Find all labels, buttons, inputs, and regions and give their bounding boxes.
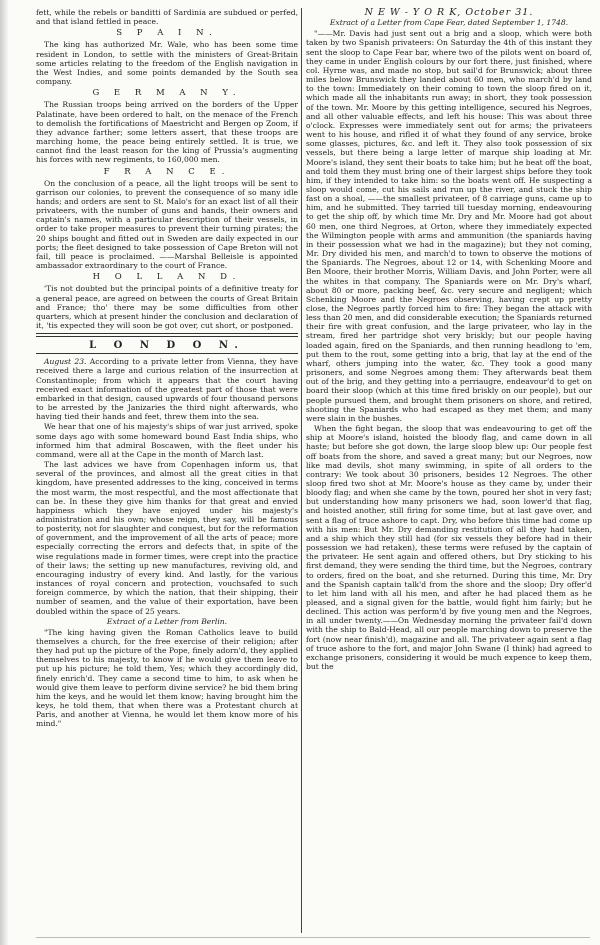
page-fold-shadow <box>0 0 8 945</box>
extract-title-berlin: Extract of a Letter from Berlin. <box>106 616 228 626</box>
section-heading: F R A N C E. <box>103 166 231 177</box>
section-germany <box>36 89 298 164</box>
section-heading: G E R M A N Y. <box>92 88 242 99</box>
section-spain <box>36 29 298 86</box>
intro-paragraph: fett, while the rebels or banditti of Sardinia are subdued or perfed, and that island fettled in peace. <box>36 8 298 27</box>
bottom-rule <box>36 937 590 938</box>
section-divider <box>36 333 298 337</box>
heading-rule <box>36 353 298 354</box>
section-paragraph: The Russian troops being arrived on the borders of the Upper Palatinate, have been ordered to halt, on the menace of the French to demolish the fortifications of Maestricht and Bergen op Zoom, if they advance farther; some letters assert, that these troops are marching home, the peace being entirely settled. It is true, we cannot find the least reason for the king of Prussia's augmenting his forces with new regiments, to 160,000 men. <box>36 100 298 165</box>
section-paragraph: The king has authorized Mr. Wale, who has been some time resident in London, to settle with the ministers of Great-Britain some articles relating to the freedom of the English navigation in the West Indies, and some points demanded by the South sea company. <box>36 40 298 87</box>
extract-text-berlin: "The king having given the Roman Catholics leave to build themselves a church, for the free exercise of their religion; after they had put up the picture of the Pope, finely adorn'd, they applied themselves to his majesty, to know if he would give them leave to put up his picture; he told them, Yes; which they accordingly did, finely enrich'd. They came a second time to him, to ask when he would give them leave to perform divine service? he bid them bring him the keys, and he would let them know; having brought him the keys, he told them, that when there was a Protestant church at Paris, and another at Vienna, he would let them know more of his mind." <box>36 627 298 729</box>
section-france <box>36 168 298 271</box>
new-york-dateline: N E W - Y O R K, October 31. <box>364 8 534 18</box>
london-heading: L O N D O N. <box>89 340 245 352</box>
cape-fear-paragraph: When the fight began, the sloop that was endeavouring to get off the ship at Moore's island, hoisted the bloody flag, and came down in all haste; but before she got down, the large sloop blew up: Our people fest off boats from the shore, and saved a great many; but our Negroes, now like mad devils, shot many swimming, in spite of all orders to the contrary: We took about 30 prisoners, besides 12 Negroes. The other sloop fired two shot at Mr. Moore's house as they came by, under their bloody flag; and when she came by the town, poured her shot in very fast; but understanding how many prisoners we had, soon lower'd that flag, and hoisted another, still firing for some time, but at last gave over, and sent a flag of truce ashore to capt. Dry, who before this time had come up with his men: But Mr. Dry demanding restitution of all they had taken, and a ship which they still had (for six vessels they before had in their possession we had retaken), these terms were refused by the captain of the privateer. He sent again and offered others, but Dry sticking to his first demand, they were sending the third time, but the Negroes, contrary to orders, fired on the boat, and she returned. During this time, Mr. Dry and the Spanish captain talk'd from the shore and the sloop; Dry offer'd to let him land with all his men, and after he had placed them as he pleased, and a signal given for the battle, would fight him fairly; but he declined. This action was perform'd by five young men and the Negroes, in all under twenty.——On Wednesday morning the privateer fail'd down with the ship to Bald-Head, all our people marching down to preserve the fort (now near finish'd), magazine and all. The privateer again sent a flag of truce ashore to the fort, and major John Swane (I think) had agreed to exchange prisoners, considering it would be much expence to keep them, but the <box>306 424 592 672</box>
column-rule <box>301 8 302 933</box>
section-london <box>36 341 298 728</box>
section-heading: H O L L A N D. <box>92 272 242 283</box>
london-date: August 23. <box>44 357 87 367</box>
section-paragraph: 'Tis not doubted but the principal points of a definitive treaty for a general peace, are agreed on between the courts of Great Britain and France; tho' there may be some difficulties from other quarters, which at present hinder the conclusion and declaration of it, 'tis expected they will soon be got over, cut short, or postponed. <box>36 284 298 330</box>
cape-fear-paragraph: "——Mr. Davis had just sent out a brig and a sloop, which were both taken by two Spanish privateers: On Saturday the 4th of this instant they sent the sloop to Cape Fear bar, where two of the pilots went on board of, they came in under English colours by our fort there, just finished, where col. Hyrne was, and made no stop, but sail'd for Brunswick; about three miles below Brunswick they landed about 60 men, who march'd by land to the town: Immediately on their coming to town the sloop fired on it, which made all the inhabitants run away; in short, they took possession of the town. Mr. Moore by this getting intelligence, secured his Negroes, and all other valuable effects, and left his house: This was about three o'clock. Expresses were immediately sent out for arms; the privateers went to his house, and rifled it of what they found of any service, broke some glasses, pictures, &c. and left it. They also took possession of six vessels, but there being a large letter of marque ship loading at Mr. Moore's island, they sent their boats to take him; but he beat off the boat, and told them they must bring one of their largest ships before they took him, if they intended to take him: so the boats went off. He suspecting a sloop would come, cut his sails and run up the river, and stuck the ship fast on a shoal, ——the smallest privateer, of 8 carriage guns, came up to him, and he submitted. They tarried till tuesday morning, endeavouring to get the ship off, by which time Mr. Dry and Mr. Moore had got about 60 men, one third Negroes, at Orton, where they immediately expected the Wilmington people with arms and ammunition (the spaniards having in their possession what we had in the magazine); but they not coming, Mr. Dry divided his men, and march'd to town to observe the motions of the Spaniards. The Negroes, about 12 or 14, with Schenking Moore and Ben Moore, their brother Morris, William Davis, and John Porter, were all the whites in that company. The Spaniards were on Mr. Dry's wharf, about 80 or more, packing beef, &c. very secure and negligent; which Schenking Moore and the Negroes observing, having crept up pretty close, the Negroes partly forced him to fire: They began the attack with less than 20 men, and did considerable execution; the Spaniards returned their fire with great confusion, and the large privateer, who lay in the stream, fired her partridge shot very briskly; but our people having loaded again, fired on the Spaniards, and then running headlong to 'em, put them to the rout, some getting into a brig, that lay at the end of the wharf, others jumping into the water, &c. They took a good many prisoners, and some Negroes among them: They afterwards beat them out of the brig, and they getting into a perriaugre, endeavour'd to get on board their sloop (which at this time fired briskly on our people), but our people pursued them, and brought them prisoners on shore, and retired, shooting the Spaniards who had escaped as they met them; and many were slain in the bushes. <box>306 29 592 423</box>
section-paragraph: On the conclusion of a peace, all the light troops will be sent to garrison our colonies, to prevent the consequence of so many idle hands; and orders are sent to St. Malo's for an exact list of all their privateers, with the number of guns and hands, their owners and captain's names, with a particular description of their vessels, in order to take proper measures to prevent their turning pirates; the 20 ships bought and fitted out in Sweden are daily expected in our ports; the fleet designed to take possession of Cape Breton will not fail, till peace is proclaimed. ——Marshal Belleisle is appointed ambassador extraordinary to the court of France. <box>36 178 298 271</box>
left-column <box>36 8 298 938</box>
london-paragraph: According to a private letter from Vienna, they have received there a large and curious relation of the insurrection at Constantinople; from which it appears that the court having received exact information of the greatest part of those that were embarked in that design, caused upwards of four thousand persons to be arrested by the Janizaries the third night afterwards, who having tied their hands and feet, threw them into the sea. <box>36 357 298 422</box>
right-column <box>306 8 592 938</box>
london-paragraph: We hear that one of his majesty's ships of war just arrived, spoke some days ago with some homeward bound East India ships, who informed him that admiral Boscawen, with the fleet under his command, were all at the Cape in the month of March last. <box>36 422 298 459</box>
section-holland <box>36 273 298 330</box>
extract-title-cape-fear: Extract of a Letter from Cape Fear, dated September 1, 1748. <box>329 18 569 28</box>
section-heading: S P A I N. <box>116 28 218 39</box>
london-paragraph: The last advices we have from Copenhagen inform us, that several of the provinces, and almost all the great cities in that kingdom, have presented addresses to the king, conceived in terms the most warm, the most respectful, and the most affectionate that can be. In these they give him thanks for that great and envied happiness which they have enjoyed under his majesty's administration and his own; whose reign, they say, will be famous to posterity, not for slaughter and conquest, but for the reformation of government, and the improvement of all the arts of peace; more especially correcting the errors and defects that, in spite of the wise regulations made in former times, were crept into the practice of their laws; the setting up new manufactures, reviving old, and encouraging industry of every kind. And lastly, for the various instances of royal concern and protection, vouchsafed to such foreign commerce, by which the nation, that their shipping, their number of seamen, and the value of their exportation, have been doubled within the space of 25 years. <box>36 460 298 616</box>
